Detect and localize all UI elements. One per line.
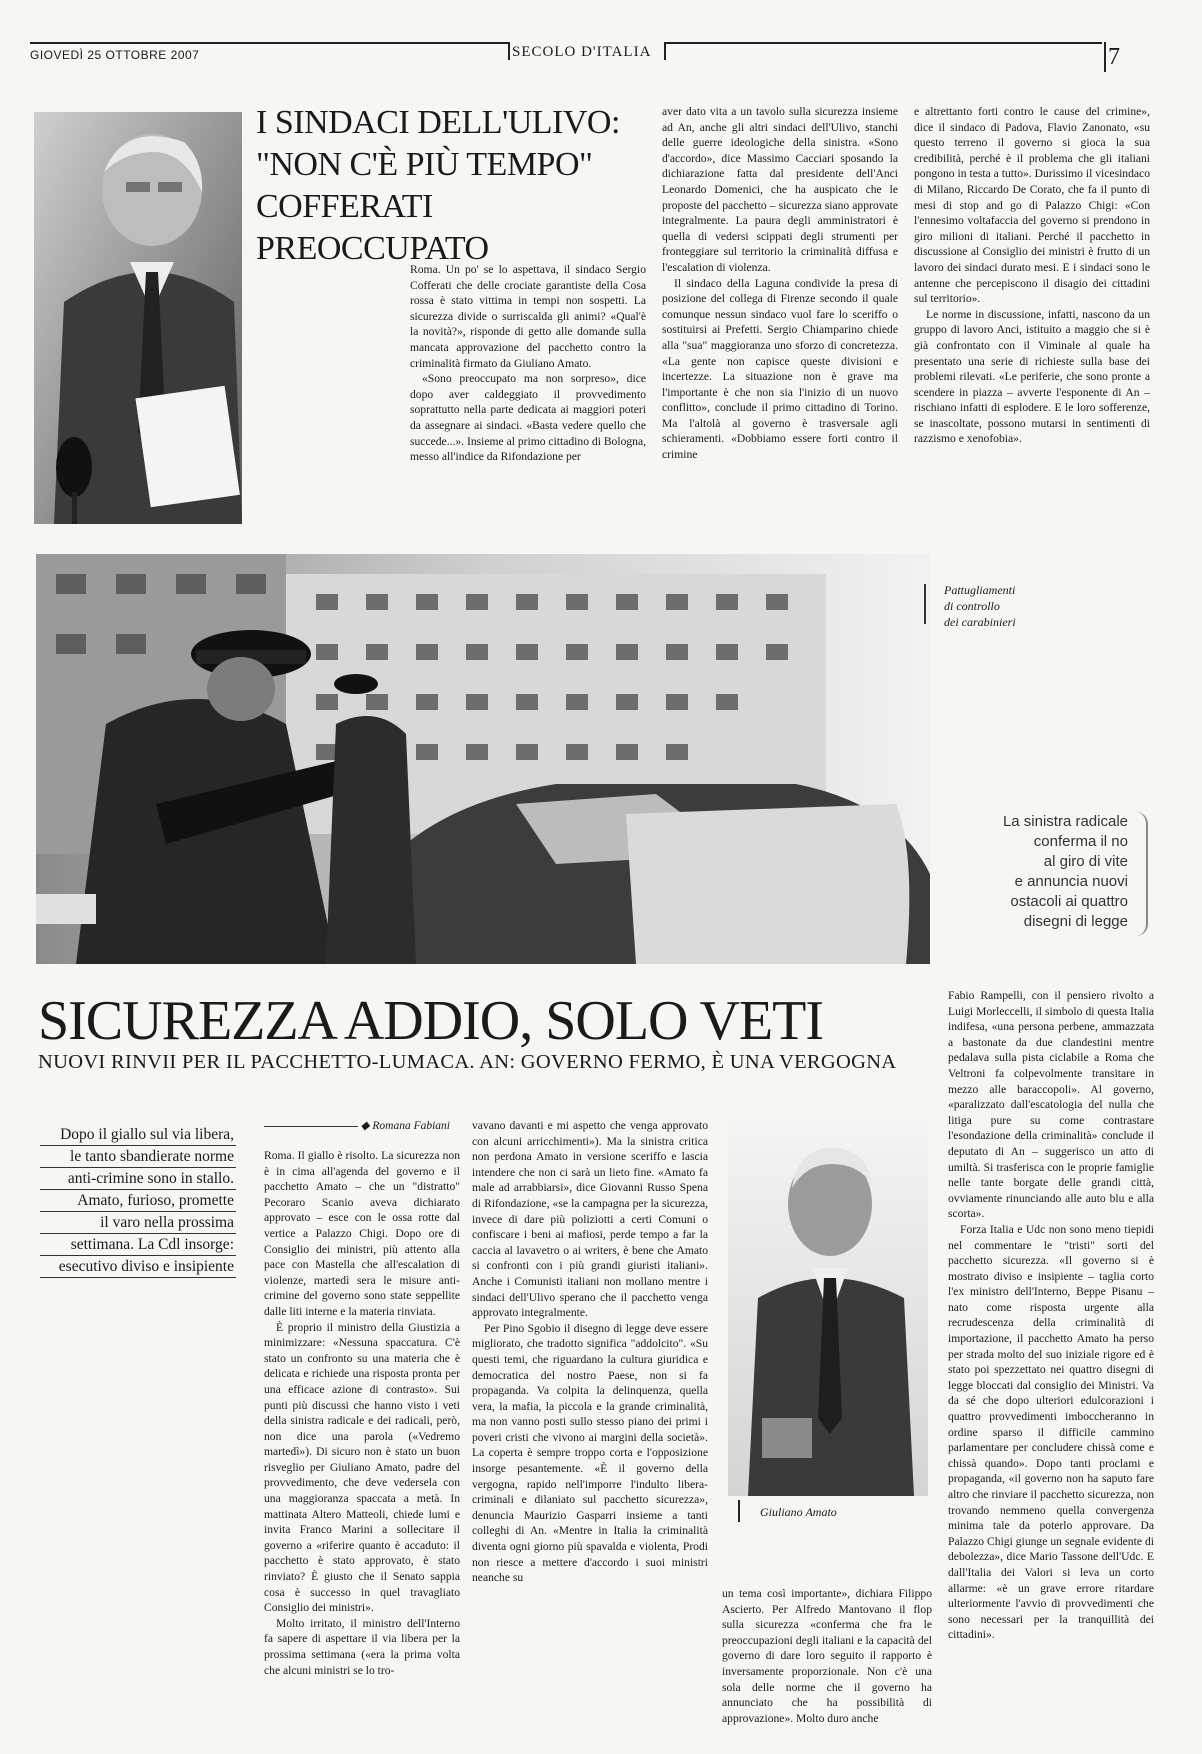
main-headline: SICUREZZA ADDIO, SOLO VETI bbox=[38, 990, 823, 1052]
summary-line: settimana. La Cdl insorge: bbox=[40, 1234, 236, 1256]
pull-quote bbox=[930, 812, 1128, 932]
masthead-divider bbox=[664, 42, 666, 60]
amato-photo bbox=[728, 1118, 928, 1496]
summary-line: Dopo il giallo sul via libera, bbox=[40, 1124, 236, 1146]
paragraph: È proprio il ministro della Giustizia a minimizzare: «Nessuna spaccatura. C'è stato un confronto su una materia che è delicata e richiede una risposta pronta per una efficace azione di contrasto». Sui punti più discussi che hanno visto i veti della sinistra radicale e dei radicali, però, non dice una parola («Vedremo martedì»). Di sicuro non è stato un buon risveglio per Giuliano Amato, padre del provvedimento, che deve vedersela con una maggioranza spaccata a metà. In mattinata Altero Matteoli, chiede lumi e invita Franco Marini a sollecitare il governo a «riferire quanto è accaduto: il pacchetto è stato approvato, è stato rinviato? È giusto che il Senato sappia cosa è successo in quel travagliato Consiglio dei ministri». bbox=[264, 1320, 460, 1615]
summary-line: esecutivo diviso e insipiente bbox=[40, 1256, 236, 1278]
amato-caption: Giuliano Amato bbox=[760, 1505, 837, 1519]
paragraph: Il sindaco della Laguna condivide la presa di posizione del collega di Firenze secondo il quale comunque nessun sindaco vuol fare lo sceriffo o sostituirsi ai Prefetti. Sergio Chiamparino chiede alla "sua" maggioranza uno sforzo di concretezza. «La gente non capisce queste divisioni e incertezze. La situazione non è grave ma l'importante è che non sia l'inizio di un nuovo conflitto», conclude il primo cittadino di Torino. Ma l'altolà al governo è trasversale agli schieramenti. «Dobbiamo essere forti contro il crimine bbox=[662, 276, 898, 462]
summary-line: anti-crimine sono in stallo. bbox=[40, 1168, 236, 1190]
main-article-col-4 bbox=[948, 988, 1154, 1740]
paragraph: Fabio Rampelli, con il pensiero rivolto a Luigi Morleccelli, il simbolo di questa Italia indifesa, «una persona perbene, ammazzata a bastonate da due clandestini mentre pedalava sulla pista ciclabile a Roma che Veltroni fa colpevolmente transitare in mezzo alle baraccopoli». Al governo, «paralizzato dall'escatologia del nulla che litiga pure su come contrastare l'esondazione della criminalità» conclude il deputato di An – suggerisco un atto di umiltà. Si trasferisca con le proprie famiglie nelle tante borgate delle grandi città, ovviamente rinunciando alle auto blu e alla scorta». bbox=[948, 989, 1154, 1221]
paragraph: Le norme in discussione, infatti, nascono da un gruppo di lavoro Anci, istituito a maggio che si è già confrontato con il Viminale al quale ha presentato una serie di richieste sulla base dei problemi rilevati. «Le periferie, che sono pronte a scendere in piazza – avverte l'esponente di An – rischiano infatti di esplodere. E le loro sofferenze, se inascoltate, possono mutarsi in sentimenti di razzismo e xenofobia». bbox=[914, 307, 1150, 446]
paragraph: «Sono preoccupato ma non sorpreso», dice dopo aver caldeggiato il provvedimento soprattutto nella parte dedicata ai maggiori poteri da assegnare ai sindaci. «Basta vedere quello che succede...». Insieme al primo cittadino di Bologna, messo all'indice da Rifondazione per bbox=[410, 372, 646, 464]
paragraph: un tema così importante», dichiara Filippo Ascierto. Per Alfredo Mantovano il flop sulla sicurezza «conferma che fra le preoccupazioni degli italiani e la capacità del governo di dare loro seguito il rapporto è inversamente proporzionale. Non c'è una sola delle norme che il governo ha annunciato che ha possibilità di approvazione». Molto duro anche bbox=[722, 1587, 932, 1725]
main-article-col-3 bbox=[722, 1586, 932, 1742]
summary-line: Amato, furioso, promette bbox=[40, 1190, 236, 1212]
pull-quote-line: La sinistra radicale bbox=[1002, 813, 1128, 830]
summary-box bbox=[40, 1124, 236, 1278]
paragraph: e altrettanto forti contro le cause del crimine», dice il sindaco di Padova, Flavio Zanonato, «su questo terreno il governo si gioca la sua credibilità, perché è il problema che gli italiani pongono in testa a tutto». Durissimo il vicesindaco di Milano, Riccardo De Corato, che fa il punto di mesi di stop and go di Palazzo Chigi: «Con l'ennesimo voltafaccia del governo si prendono in giro milioni di italiani. Perché il pacchetto in discussione al Consiglio dei ministri è frutto di un lavoro dei sindaci durato mesi. E i sindaci sono le antenne che percepiscono il disagio dei cittadini sul territorio». bbox=[914, 105, 1150, 306]
issue-date: GIOVEDÌ 25 OTTOBRE 2007 bbox=[30, 48, 200, 62]
masthead-rule-left bbox=[30, 42, 508, 44]
page-number: 7 bbox=[1108, 44, 1120, 70]
paragraph: vavano davanti e mi aspetto che venga approvato con alcuni arricchimenti»). Ma la sinistra critica non perdona Amato in versione sceriffo e lascia intendere che non ci sarà un lieto fine. «Amato fa male ad arrabbiarsi», dice Giovanni Russo Spena di Rifondazione, «se la campagna per la sicurezza, invece di dare più poliziotti a certi Comuni o confiscare i beni ai mafiosi, perde tempo a far la caccia al lavavetro o ai writers, è bene che Amato si confronti con i più grandi giuristi italiani». Anche i Comunisti italiani non mollano mentre i sindaci dell'Ulivo sperano che il pacchetto venga approvato integralmente. bbox=[472, 1119, 708, 1320]
pull-quote-line: al giro di vite bbox=[1043, 853, 1128, 870]
paragraph: Roma. Il giallo è risolto. La sicurezza non è in cima all'agenda del governo e il pacchetto Amato – che un "distratto" Pecoraro Scanio aveva dichiarato approvato – esce con le ossa rotte dal vertice a Palazzo Chigi. Dopo ore di Consiglio dei ministri, più attento alla pace con Mastella che all'escalation di violenze, martedì sera le misure anti-crimine del governo sono state seppellite dalle liti interne e la materia rinviata. bbox=[264, 1149, 460, 1318]
pull-quote-line: conferma il no bbox=[1033, 833, 1128, 850]
top-article-col-3 bbox=[914, 104, 1150, 512]
paragraph: aver dato vita a un tavolo sulla sicurezza insieme ad An, anche gli altri sindaci dell'Ulivo, stanchi delle guerre ideologiche della sinistra. «Sono d'accordo», dice Massimo Cacciari sposando la dichiarazione fatta dal presidente dell'Anci Leonardo Domenici, che ha auspicato che le proposte del pacchetto – sicurezza siano approvate integralmente. La paura degli amministratori è quella di vedersi scippati degli strumenti per fronteggiare sul territorio la criminalità diffusa e l'escalation di violenza. bbox=[662, 105, 898, 274]
photo-caption-line: Pattugliamenti bbox=[944, 583, 1016, 597]
photo-caption bbox=[944, 582, 1104, 630]
amato-caption-rule bbox=[738, 1500, 740, 1522]
top-headline-line: "NON C'È PIÙ TEMPO" bbox=[256, 146, 593, 183]
photo-caption-line: di controllo bbox=[944, 599, 1000, 613]
main-article-col-2 bbox=[472, 1118, 708, 1740]
summary-line: il varo nella prossima bbox=[40, 1212, 236, 1234]
top-headline-line: I SINDACI DELL'ULIVO: bbox=[256, 104, 620, 141]
page-number-bar bbox=[1104, 42, 1106, 72]
newspaper-name: SECOLO D'ITALIA bbox=[512, 44, 652, 60]
paragraph: Molto irritato, il ministro dell'Interno fa sapere di aspettare il via libera per la prossima settimana («era la prima volta che alcuni ministri se lo tro- bbox=[264, 1616, 460, 1677]
main-subhead: NUOVI RINVII PER IL PACCHETTO-LUMACA. AN: GOVERNO FERMO, È UNA VERGOGNA bbox=[38, 1051, 897, 1073]
pull-quote-bracket bbox=[1136, 812, 1148, 936]
masthead-divider bbox=[508, 42, 510, 60]
top-article-col-1 bbox=[410, 262, 646, 512]
masthead-rule-right bbox=[666, 42, 1102, 44]
pull-quote-line: e annuncia nuovi bbox=[1014, 873, 1128, 890]
paragraph: Per Pino Sgobio il disegno di legge deve essere migliorato, che tradotto significa "addolcito". «Su questi temi, che riguardano la cultura giuridica e democratica del nostro Paese, non si fa propaganda. Va colpita la delinquenza, quella vera, la mafia, la piccola e la grande criminalità, ma non vanno posti sullo stesso piano dei primi i poveri cristi che vivono ai margini della società». La coperta è sempre troppo corta e l'opposizione insorge pesantemente. «È il governo della vergogna, rapido nell'imporre l'indulto libera-criminali e dilaniato sul pacchetto sicurezza», denuncia Maurizio Gasparri insieme a tanti colleghi di An. «Mentre in Italia la criminalità diventa ogni giorno più spavalda e violenta, Prodi non riesce a mettere d'accordo i suoi ministri neanche su bbox=[472, 1321, 708, 1585]
paragraph: Roma. Un po' se lo aspettava, il sindaco Sergio Cofferati che delle crociate garantiste della Cosa rossa è stato vittima in tempi non sospetti. La sicurezza divide o surriscalda gli animi? «Qual'è la novità?», risponde di getto alle domande sulla mancata approvazione del pacchetto contro la criminalità firmato da Giuliano Amato. bbox=[410, 263, 646, 370]
main-article-col-1 bbox=[264, 1148, 460, 1740]
photo-caption-line: dei carabinieri bbox=[944, 615, 1016, 629]
byline: ◆ Romana Fabiani bbox=[264, 1118, 450, 1132]
top-headline-line: COFFERATI PREOCCUPATO bbox=[256, 188, 489, 267]
cofferati-photo bbox=[34, 112, 242, 524]
carabinieri-photo bbox=[36, 554, 930, 964]
top-headline bbox=[256, 102, 656, 270]
paragraph: Forza Italia e Udc non sono meno tiepidi nel commentare le "tristi" sorti del pacchetto sicurezza. «Il governo si è mostrato diviso e insipiente – taglia corto l'ex ministro dell'Interno, Beppe Pisanu – nato come risposta urgente alla recrudescenza della criminalità di importazione, il pacchetto Amato ha perso per strada molto del suo iniziale rigore ed è stato poi spezzettato nei quattro disegni di legge bloccati dal consiglio dei Ministri. Va da sé che dopo ulteriori edulcorazioni i quattro provvedimenti imboccheranno in ordine sparso il difficile cammino parlamentare per concludere chissà come e chissà quando». Dopo tanti proclami e propaganda, «il governo non ha saputo fare altro che rinviare il pacchetto sicurezza, non trovando nemmeno quella convergenza minima tale da poterlo approvare. Da Palazzo Chigi giunge un segnale evidente di debolezza», dice Mario Tassone dell'Udc. E dall'Italia dei Valori si leva un corto allarme: «è un grave errore ritardare ulteriormente l'avvio di provvedimenti che sono necessari per la tranquillità dei cittadini». bbox=[948, 1222, 1154, 1642]
summary-line: le tanto sbandierate norme bbox=[40, 1146, 236, 1168]
pull-quote-line: disegni di legge bbox=[1023, 913, 1128, 930]
caption-rule bbox=[924, 584, 926, 624]
pull-quote-line: ostacoli ai quattro bbox=[1010, 893, 1128, 910]
top-article-col-2 bbox=[662, 104, 898, 512]
